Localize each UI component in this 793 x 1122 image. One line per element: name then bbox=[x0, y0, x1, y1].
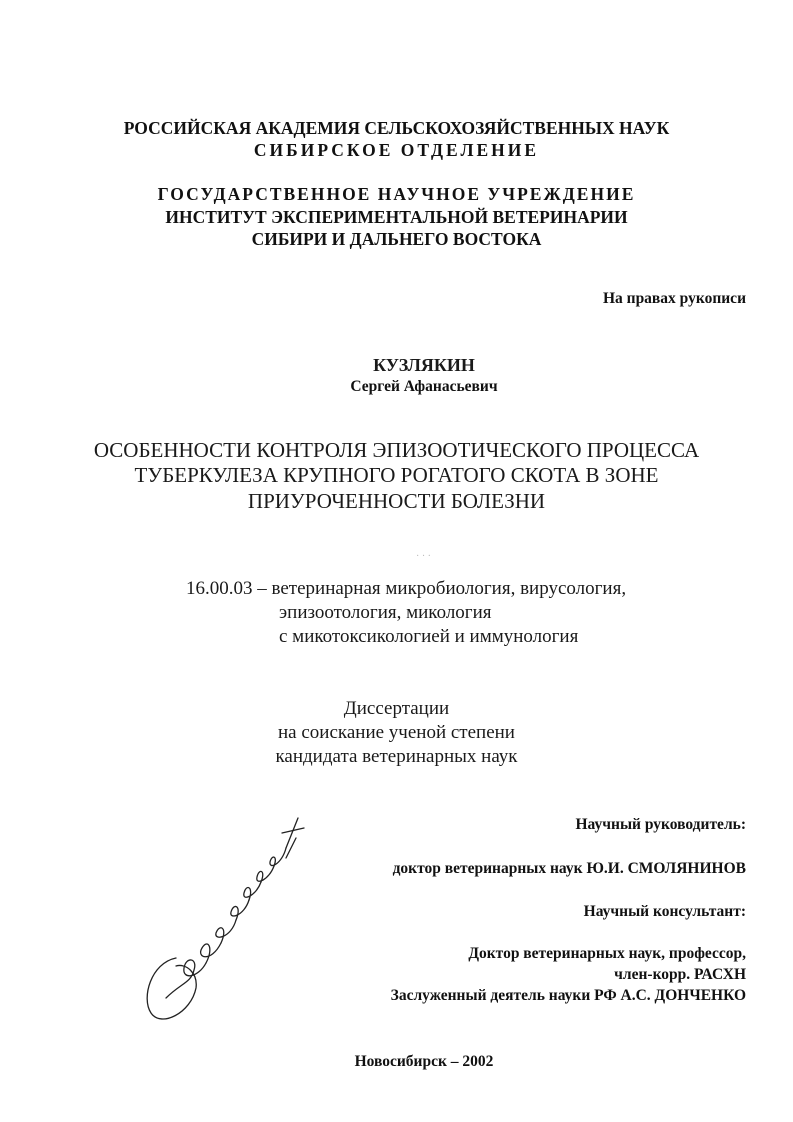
consultant-label: Научный консультант: bbox=[583, 903, 746, 920]
supervisor-label: Научный руководитель: bbox=[575, 816, 746, 833]
author-surname: КУЗЛЯКИН bbox=[373, 355, 475, 375]
consultant-line-1: Доктор ветеринарных наук, профессор, bbox=[468, 945, 746, 962]
consultant-line-3: Заслуженный деятель науки РФ А.С. ДОНЧЕНКО bbox=[390, 987, 746, 1004]
institute-name: ИНСТИТУТ ЭКСПЕРИМЕНТАЛЬНОЙ ВЕТЕРИНАРИИ bbox=[165, 207, 628, 227]
academy-name: РОССИЙСКАЯ АКАДЕМИЯ СЕЛЬСКОХОЗЯЙСТВЕННЫХ НАУК bbox=[123, 118, 670, 138]
supervisor-value: доктор ветеринарных наук Ю.И. СМОЛЯНИНОВ bbox=[392, 860, 746, 877]
title-line-2: ТУБЕРКУЛЕЗА КРУПНОГО РОГАТОГО СКОТА В ЗОНЕ bbox=[134, 463, 659, 487]
branch-name: СИБИРСКОЕ ОТДЕЛЕНИЕ bbox=[253, 140, 540, 160]
place-year: Новосибирск – 2002 bbox=[354, 1053, 494, 1070]
institution-type: ГОСУДАРСТВЕННОЕ НАУЧНОЕ УЧРЕЖДЕНИЕ bbox=[157, 184, 636, 204]
degree-line-3: кандидата ветеринарных наук bbox=[275, 746, 518, 767]
author-given-names: Сергей Афанасьевич bbox=[350, 378, 498, 395]
specialty-line-1: 16.00.03 – ветеринарная микробиология, вирусология, bbox=[186, 578, 627, 599]
title-line-3: ПРИУРОЧЕННОСТИ БОЛЕЗНИ bbox=[247, 489, 546, 513]
scan-speck: · · · bbox=[416, 551, 431, 562]
specialty-line-2: эпизоотология, микология bbox=[279, 602, 492, 623]
specialty-line-3: с микотоксикологией и иммунология bbox=[279, 626, 579, 647]
degree-line-2: на соискание ученой степени bbox=[278, 722, 515, 743]
title-line-1: ОСОБЕННОСТИ КОНТРОЛЯ ЭПИЗООТИЧЕСКОГО ПРОЦЕССА bbox=[93, 438, 700, 462]
institute-region: СИБИРИ И ДАЛЬНЕГО ВОСТОКА bbox=[251, 229, 542, 249]
rights-note: На правах рукописи bbox=[602, 290, 746, 307]
consultant-line-2: член-корр. РАСХН bbox=[614, 966, 746, 983]
handwritten-signature bbox=[136, 798, 306, 1038]
degree-line-1: Диссертации bbox=[343, 698, 450, 719]
